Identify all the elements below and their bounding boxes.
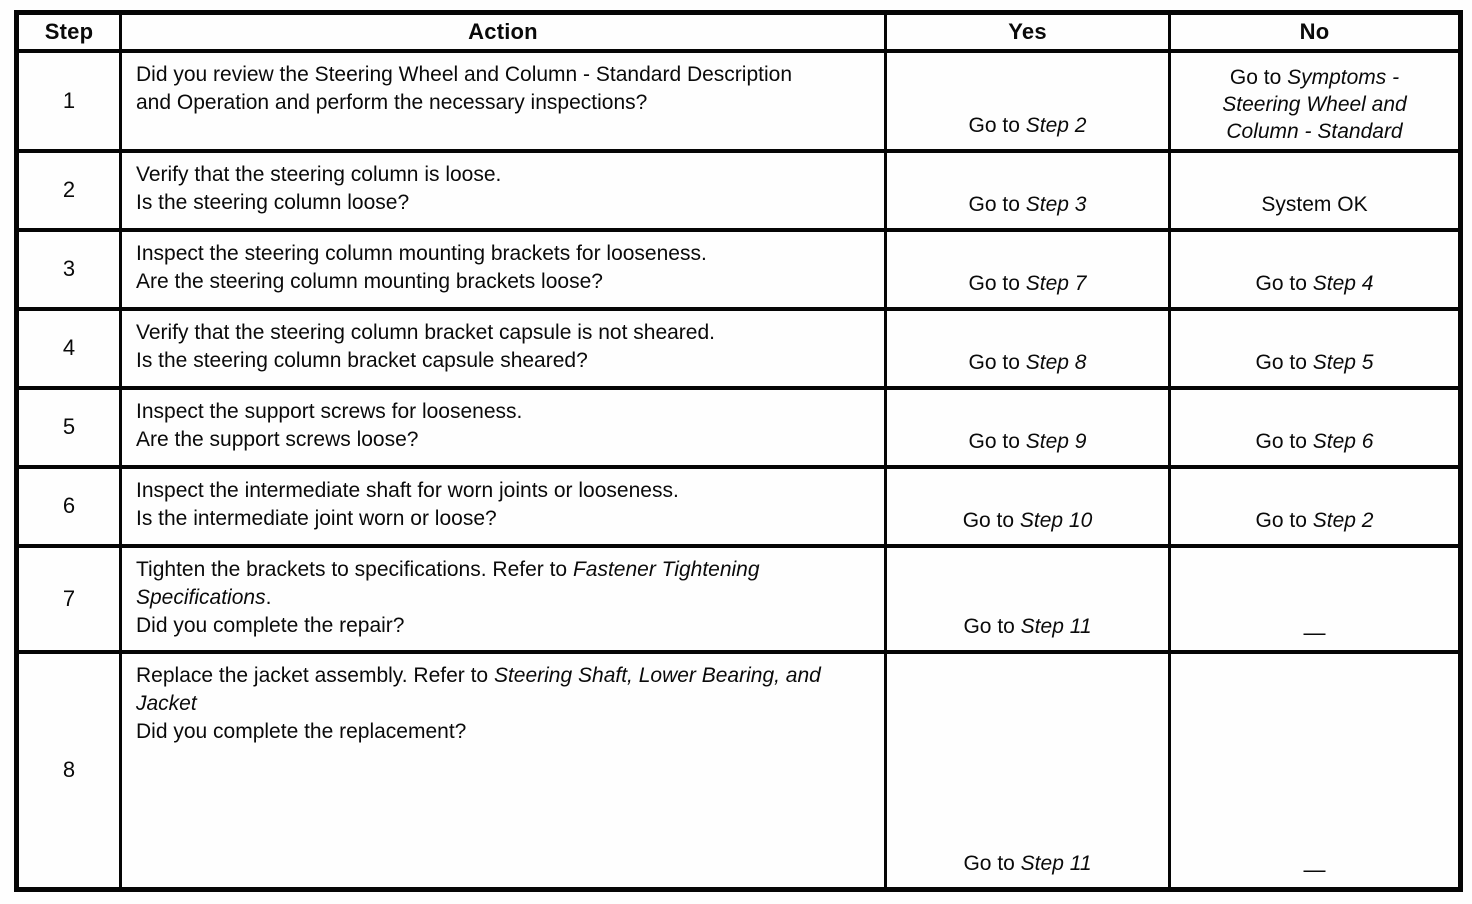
action-question: Are the support screws loose? [136,427,419,451]
action-question: Are the steering column mounting brackets loose? [136,269,603,293]
table-row [17,230,1461,309]
yes-cell [886,151,1170,230]
action-statement: Did you review the Steering Wheel and Column - Standard Description and Operation and perform the necessary inspections? [136,62,792,114]
step-cell: 5 [17,388,121,467]
no-cell [1170,388,1461,467]
action-cell [121,151,886,230]
no-cell [1170,467,1461,546]
step-cell: 7 [17,546,121,652]
table-header-row [17,13,1461,51]
yes-cell [886,546,1170,652]
yes-text: Go to Step 2 [968,113,1087,137]
table-row [17,151,1461,230]
action-statement: Inspect the support screws for looseness. [136,399,523,423]
yes-text: Go to Step 11 [963,852,1092,875]
table-row [17,652,1461,890]
table-row [17,309,1461,388]
no-cell [1170,652,1461,890]
yes-cell [886,652,1170,890]
yes-text: Go to Step 9 [968,429,1087,453]
diagnostic-steps-table [14,10,1463,892]
step-cell: 4 [17,309,121,388]
no-cell [1170,546,1461,652]
action-cell [121,546,886,652]
step-cell: 2 [17,151,121,230]
action-statement: Verify that the steering column is loose. [136,162,502,186]
step-cell: 6 [17,467,121,546]
action-statement: Inspect the steering column mounting brackets for looseness. [136,241,707,265]
yes-cell [886,309,1170,388]
step-cell: 3 [17,230,121,309]
step-column-header: Step [17,13,121,51]
table-row [17,388,1461,467]
no-cell [1170,51,1461,151]
no-column-header: No [1170,13,1461,51]
step-cell: 8 [17,652,121,890]
yes-text: Go to Step 7 [968,271,1087,295]
action-question: Did you complete the replacement? [136,719,467,743]
action-question: Is the steering column loose? [136,190,410,214]
yes-cell [886,388,1170,467]
table-row [17,51,1461,151]
yes-cell [886,467,1170,546]
table-row [17,546,1461,652]
action-cell [121,230,886,309]
no-text: Go to Step 4 [1255,271,1374,295]
table-row [17,467,1461,546]
yes-text: Go to Step 11 [963,614,1092,638]
yes-cell [886,230,1170,309]
action-cell [121,309,886,388]
no-dash: — [1303,619,1326,645]
action-question: Is the intermediate joint worn or loose? [136,506,497,530]
action-cell [121,652,886,890]
action-statement: Inspect the intermediate shaft for worn joints or looseness. [136,478,679,502]
no-text: Go to Symptoms - Steering Wheel and Column - Standard [1222,65,1407,143]
action-column-header: Action [121,13,886,51]
action-question: Is the steering column bracket capsule sheared? [136,348,588,372]
step-cell: 1 [17,51,121,151]
action-statement: Verify that the steering column bracket capsule is not sheared. [136,320,715,344]
action-question: Did you complete the repair? [136,613,405,637]
no-text: Go to Step 6 [1255,429,1374,453]
no-cell [1170,309,1461,388]
no-cell [1170,151,1461,230]
yes-column-header: Yes [886,13,1170,51]
action-statement: Tighten the brackets to specifications. Refer to Fastener Tightening Specifications. [136,557,760,609]
action-cell [121,467,886,546]
no-text: System OK [1261,192,1368,216]
no-dash: — [1303,857,1326,882]
action-cell [121,388,886,467]
no-cell [1170,230,1461,309]
no-text: Go to Step 5 [1255,350,1374,374]
no-text: Go to Step 2 [1255,508,1374,532]
yes-cell [886,51,1170,151]
yes-text: Go to Step 3 [968,192,1087,216]
action-statement: Replace the jacket assembly. Refer to Steering Shaft, Lower Bearing, and Jacket [136,663,821,715]
yes-text: Go to Step 8 [968,350,1087,374]
action-cell [121,51,886,151]
yes-text: Go to Step 10 [962,508,1093,532]
